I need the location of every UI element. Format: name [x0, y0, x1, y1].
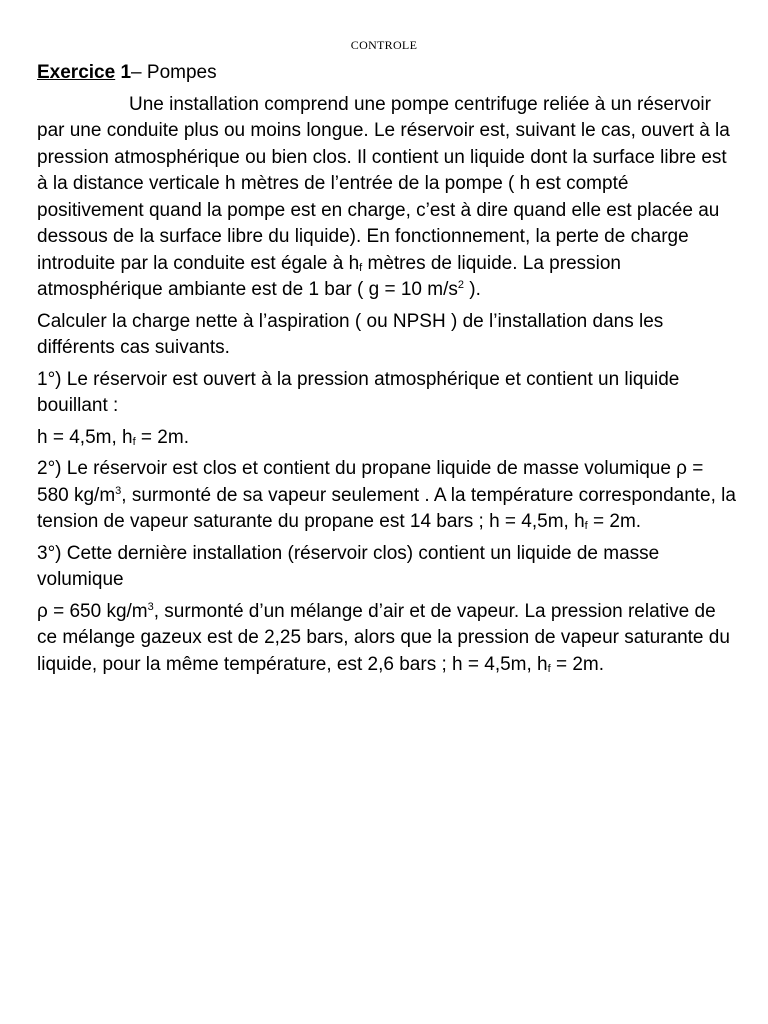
intro-text-a: Une installation comprend une pompe centrifuge reliée à un réservoir par une conduite plus ou moins longue. Le réservoir est, suivant le cas, ouvert à la pression atmosphérique ou bien clos. Il contient un liquide dont la surface libre est à la distance verticale h mètres de l’entrée de la pompe ( h est compté positivement quand la pompe est en charge, c’est à dire quand elle est placée au dessous de la surface libre du liquide). En fonctionnement, la perte de charge introduite par la conduite est égale à h: [37, 93, 730, 274]
case3-values: [37, 599, 737, 679]
case2-subscript: f: [584, 520, 588, 532]
exercise-label: Exercice: [37, 62, 116, 83]
case3-text-a: ρ = 650 kg/m: [37, 600, 148, 622]
intro-text-b: mètres de liquide. La pression atmosphérique ambiante est de 1 bar ( g = 10 m/s: [37, 252, 621, 300]
case2-text-b: , surmonté de sa vapeur seulement . A la température correspondante, la tension de vapeur saturante du propane est 14 bars ; h = 4,5m, h: [37, 484, 736, 532]
case3-text-b: , surmonté d’un mélange d’air et de vapeur. La pression relative de ce mélange gazeux est de 2,25 bars, alors que la pression de vapeur saturante du liquide, pour la même température, est 2,6 bars ; h = 4,5m, h: [37, 600, 730, 675]
case1-subscript: f: [132, 435, 136, 448]
case2-paragraph: [37, 456, 737, 536]
exercise-title: [37, 60, 737, 87]
intro-superscript: 2: [457, 279, 465, 291]
intro-paragraph: [37, 92, 737, 304]
case2-superscript: 3: [115, 484, 122, 497]
intro-subscript: f: [359, 261, 363, 274]
intro-text-c: ).: [464, 279, 481, 300]
case3-text-c: = 2m.: [550, 653, 605, 675]
case1-values: [37, 425, 737, 452]
case1-values-b: = 2m.: [135, 426, 189, 448]
case2-text-c: = 2m.: [587, 511, 642, 532]
document-body: [37, 60, 737, 683]
case3-paragraph: 3°) Cette dernière installation (réservoir clos) contient un liquide de masse volumique: [37, 542, 660, 590]
exercise-number: 1: [120, 62, 132, 83]
exercise-subject: – Pompes: [131, 62, 217, 83]
case2-text-a: 2°) Le réservoir est clos et contient du propane liquide de masse volumique ρ = 580 kg/m: [37, 458, 704, 506]
case3-superscript: 3: [147, 600, 154, 613]
page-header: CONTROLE: [350, 38, 418, 52]
case1-paragraph: 1°) Le réservoir est ouvert à la pression atmosphérique et contient un liquide bouillant :: [37, 368, 680, 416]
question-paragraph: Calculer la charge nette à l’aspiration ( ou NPSH ) de l’installation dans les différents cas suivants.: [37, 310, 664, 358]
case3-subscript: f: [547, 662, 551, 675]
case1-values-a: h = 4,5m, h: [37, 426, 133, 448]
